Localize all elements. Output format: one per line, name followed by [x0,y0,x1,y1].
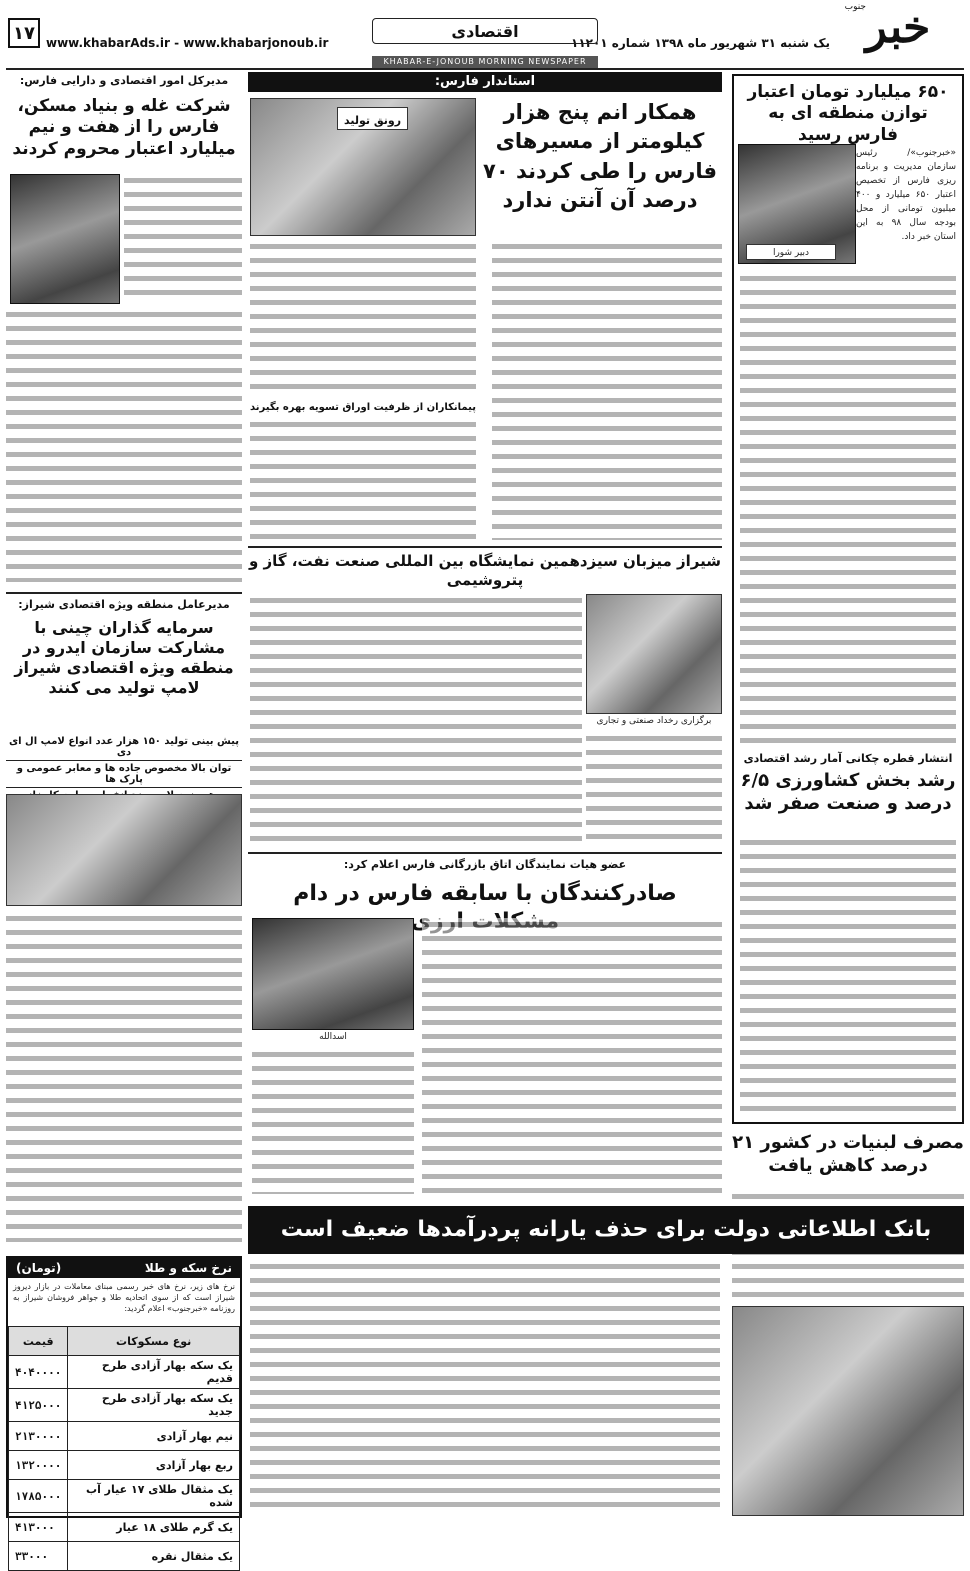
text-lines [492,240,722,540]
gold-item: نیم بهار آزادی [68,1422,240,1451]
growth-body-text [740,836,956,1118]
gold-box [6,1256,242,1563]
section-header [372,18,598,44]
exporters-photo-caption: اسدالله [319,1032,347,1042]
lamp-photo [6,794,242,906]
gold-title: نرخ سکه و طلا [144,1261,232,1275]
section-title: اقتصادی [451,22,519,41]
dairy-headline: مصرف لبنیات در کشور ۲۱ درصد کاهش یافت [732,1132,964,1176]
exhibition-body [250,594,582,846]
text-lines [6,308,242,582]
gold-table [8,1326,240,1571]
table-row [9,1422,240,1451]
exporters-photo [252,918,414,1030]
english-name-bar [372,56,598,68]
governor-body-left [250,240,476,398]
text-lines [422,918,722,1194]
exhibition-body-2 [586,732,722,846]
gold-price: ۴۱۲۵۰۰۰ [9,1389,68,1422]
grain-body-right [124,174,242,304]
table-row [9,1389,240,1422]
gold-item: یک گرم طلای ۱۸ عیار [68,1513,240,1542]
gold-table-header [9,1327,240,1356]
right-column-box [732,74,964,1124]
governor-kicker: استاندار فارس: [434,74,536,89]
grain-photo [10,174,120,304]
lamp-kicker: مدیرعامل منطقه ویژه اقتصادی شیراز: [18,598,230,611]
lamp-bullet-1: پیش بینی تولید ۱۵۰ هزار عدد انواع لامپ ال ای دی [6,734,242,761]
exhibition-photo-caption: برگزاری رخداد صنعتی و تجاری [596,716,712,726]
gold-item: یک مثقال طلای ۱۷ عیار آب شده [68,1480,240,1513]
english-name: KHABAR-E-JONOUB MORNING NEWSPAPER [383,57,587,66]
table-row [9,1480,240,1513]
gold-item: یک مثقال نقره [68,1542,240,1571]
governor-body-right [492,240,722,540]
exporters-body-right [422,918,722,1194]
budget-photo-caption: دبیر شورا [772,248,810,258]
text-lines [250,1260,720,1516]
governor-headline: همکار انم پنج هزار کیلومتر از مسیرهای فارس را طی کردند ۷۰ درصد آن آنتن ندارد [483,100,717,213]
gold-price: ۱۳۲۰۰۰۰ [9,1451,68,1480]
gold-col-price: قیمت [9,1327,68,1356]
exporters-kicker: عضو هیات نمایندگان اتاق بازرگانی فارس اعلام کرد: [343,858,627,871]
exporters-body-left [252,1048,414,1194]
left-column-mid [6,598,242,1248]
photo-banner-text: رونق تولید [344,114,402,127]
gold-price: ۴۰۴۰۰۰۰ [9,1356,68,1389]
gold-price: ۳۳۰۰۰ [9,1542,68,1571]
budget-lead: «خبرجنوب»/ رئیس سازمان مدیریت و برنامه ریزی فارس از تخصیص اعتبار ۶۵۰ میلیارد و ۴۰۰ میلیون تومانی از محل بودجه سال ۹۸ به این استان خبر داد. [856,148,956,242]
newspaper-logo: خبر [865,2,931,53]
governor-body-left-2 [250,418,476,540]
page-number [8,18,40,48]
subsidy-body [250,1260,720,1516]
photo-banner [337,107,408,130]
gold-note: نرخ های زیر، نرخ های خبر رسمی مبنای معاملات در بازار دیروز شیراز است که از سوی اتحادیه طلا و جواهر فروشان شیراز به روزنامه «خبرجنوب» اعلام گردید: [13,1282,235,1313]
page-number-text: ۱۷ [13,23,35,44]
grain-headline: شرکت غله و بنیاد مسکن، فارس را از هفت و نیم میلیارد اعتبار محروم کردند [12,96,236,159]
text-lines [252,1048,414,1194]
table-row [9,1542,240,1571]
gold-price: ۲۱۳۰۰۰۰ [9,1422,68,1451]
budget-body-text [740,272,956,748]
text-lines [250,418,476,540]
sub-kicker [740,752,956,765]
masthead-rule [6,68,964,70]
text-lines [6,912,242,1242]
websites: www.khabarAds.ir - www.khabarjonoub.ir [46,36,329,50]
subsidy-banner [248,1206,964,1254]
exporters-top-rule [248,852,722,854]
gold-price: ۱۷۸۵۰۰۰ [9,1480,68,1513]
text-lines [250,594,582,846]
gold-col-item: نوع مسکوکات [68,1327,240,1356]
table-row [9,1451,240,1480]
text-lines [586,732,722,846]
text-lines [124,174,242,304]
gold-item: یک سکه بهار آزادی طرح قدیم [68,1356,240,1389]
dairy-photo [732,1306,964,1516]
budget-headline: ۶۵۰ میلیارد تومان اعتبار توازن منطقه ای به فارس رسید [747,82,949,145]
growth-headline: رشد بخش کشاورزی ۶/۵ درصد و صنعت صفر شد [740,770,956,814]
gold-header [8,1258,240,1278]
exhibition-headline: شیراز میزبان سیزدهمین نمایشگاه بین المللی صنعت نفت، گاز و پتروشیمی [249,552,721,589]
masthead [0,0,970,70]
governor-kicker-bar [248,72,722,92]
governor-photo [250,98,476,236]
lamp-headline: سرمایه گذاران چینی با مشارکت سازمان ایدرو در منطقه ویژه اقتصادی شیراز لامپ تولید می کنند [14,618,234,697]
left-divider [6,592,242,594]
table-row [9,1356,240,1389]
gold-item: یک سکه بهار آزادی طرح جدید [68,1389,240,1422]
governor-subhead: پیمانکاران از ظرفیت اوراق تسویه بهره بگیرند [250,402,476,413]
gold-unit: (تومان) [16,1261,62,1275]
newspaper-logo-sub: جنوب [844,2,866,12]
subsidy-headline: بانک اطلاعاتی دولت برای حذف یارانه پردرآمدها ضعیف است [280,1217,932,1242]
gold-item: ربع بهار آزادی [68,1451,240,1480]
exporters-headline: صادرکنندگان با سابقه فارس در دام [293,881,677,906]
lamp-body [6,912,242,1242]
table-row [9,1513,240,1542]
budget-photo-caption-box [746,244,836,260]
gold-price: ۴۱۳۰۰۰ [9,1513,68,1542]
exhibition-photo [586,594,722,714]
grain-kicker: مدیرکل امور اقتصادی و دارایی فارس: [19,74,229,87]
text-lines [740,836,956,1118]
growth-kicker: انتشار قطره چکانی آمار رشد اقتصادی [743,752,953,765]
middle-top-rule [248,546,722,548]
left-column-top [6,74,242,586]
text-lines [740,272,956,748]
date-line: یک شنبه ۳۱ شهریور ماه ۱۳۹۸ شماره ۱۱۲۰۱ [571,36,830,50]
text-lines [250,240,476,398]
grain-body [6,308,242,582]
lamp-bullet-2: توان بالا مخصوص جاده ها و معابر عمومی و پارک ها [6,761,242,788]
